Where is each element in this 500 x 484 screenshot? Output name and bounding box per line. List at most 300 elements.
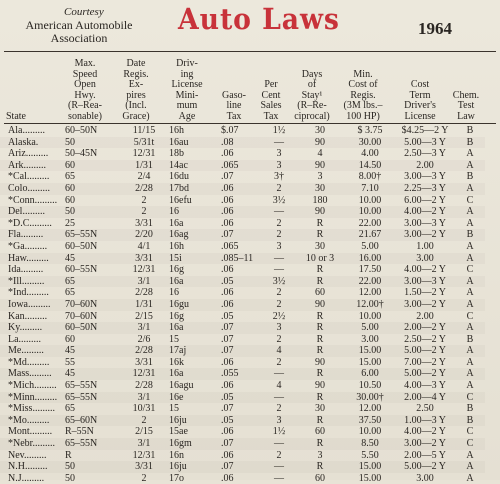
cell-reg-expires: 12/31 — [132, 148, 156, 160]
cell-gas-tax: .07 — [221, 461, 263, 473]
cell-chem-test: A — [466, 449, 474, 461]
cell-days-of-stay: R — [295, 322, 345, 334]
cell-license-age: 16 — [169, 206, 221, 218]
cell-max-speed: 45 — [65, 368, 119, 380]
cell-license-age: 15 — [169, 333, 179, 345]
cell-license-cost: 5.00—3 Y — [395, 137, 455, 149]
cell-sales-tax: 3 — [276, 240, 282, 252]
cell-days-of-stay: 90 — [315, 380, 325, 392]
cell-sales-tax: 2 — [276, 403, 282, 415]
cell-sales-tax: 4 — [276, 380, 282, 392]
cell-days-of-stay: 30 — [315, 125, 325, 136]
cell-state: *Ind......... — [8, 287, 49, 299]
cell-gas-tax: .06 — [221, 426, 234, 438]
cell-min-reg-cost: 6.00 — [345, 368, 395, 380]
cell-license-cost: 1.00 — [416, 240, 434, 252]
cell-reg-expires: 10/31 — [132, 403, 156, 415]
cell-reg-expires: 2 — [119, 415, 169, 427]
column-headers — [0, 52, 500, 122]
cell-license-cost: 2.50 — [416, 403, 434, 415]
cell-reg-expires: 2/20 — [119, 229, 169, 241]
cell-max-speed: 50 — [65, 461, 119, 473]
cell-gas-tax: .07 — [221, 322, 263, 334]
cell-sales-tax: 1½ — [272, 125, 286, 136]
cell-license-age: 16du — [169, 171, 189, 183]
cell-license-age: 16k — [169, 356, 184, 368]
cell-min-reg-cost: 21.67 — [345, 229, 395, 241]
cell-sales-tax: 3† — [274, 171, 284, 183]
cell-license-cost: 4.00—3 Y — [404, 380, 446, 392]
cell-license-cost: 3.00—2 Y — [395, 229, 455, 241]
cell-gas-tax: $.07 — [221, 125, 239, 136]
cell-sales-tax: — — [263, 461, 295, 473]
cell-chem-test: C — [466, 194, 474, 206]
cell-sales-tax: — — [263, 368, 295, 380]
table-row — [0, 264, 485, 276]
cell-chem-test: A — [466, 240, 474, 252]
cell-license-age: 15i — [169, 253, 221, 265]
cell-state: *Cal......... — [8, 171, 50, 183]
cell-state: Ark......... — [0, 160, 65, 172]
cell-license-age: 16gm — [169, 438, 221, 450]
cell-state: N.J......... — [8, 472, 45, 484]
cell-sales-tax: 2 — [263, 183, 295, 195]
cell-min-reg-cost: 5.00 — [345, 322, 395, 334]
table-row — [0, 195, 485, 207]
cell-min-reg-cost: 30.00† — [345, 392, 395, 404]
cell-max-speed: 60 — [65, 333, 75, 345]
cell-days-of-stay: 3 — [317, 449, 323, 461]
cell-reg-expires: 3/1 — [119, 438, 169, 450]
cell-sales-tax: 3½ — [263, 276, 295, 288]
cell-chem-test: A — [466, 356, 474, 368]
cell-gas-tax: .07 — [221, 403, 234, 415]
cell-max-speed: 65 — [65, 276, 119, 288]
cell-chem-test: B — [466, 171, 474, 183]
cell-min-reg-cost: 5.00 — [361, 240, 379, 252]
cell-max-speed: 55 — [65, 356, 75, 368]
cell-state: Kan......... — [8, 310, 48, 322]
header — [0, 0, 500, 52]
cell-sales-tax: 3 — [263, 160, 295, 172]
cell-chem-test: A — [455, 368, 485, 380]
cell-min-reg-cost: 10.00 — [358, 194, 382, 206]
cell-reg-expires: 2/28 — [119, 183, 169, 195]
cell-min-reg-cost: 15.00 — [345, 345, 395, 357]
cell-days-of-stay: R — [316, 264, 324, 276]
cell-gas-tax: .07 — [221, 345, 263, 357]
cell-reg-expires: 3/31 — [135, 217, 153, 229]
cell-min-reg-cost: 17.50 — [358, 264, 382, 276]
cell-days-of-stay: 90 — [295, 206, 345, 218]
table-row — [0, 322, 485, 334]
cell-state: *Ill......... — [0, 276, 65, 288]
cell-chem-test: C — [466, 426, 474, 438]
cell-license-age: 16a — [169, 276, 221, 288]
cell-min-reg-cost: 3.00 — [361, 333, 379, 345]
cell-reg-expires: 12/31 — [132, 264, 156, 276]
cell-days-of-stay: R — [295, 276, 345, 288]
cell-max-speed: 65–55N — [65, 380, 98, 392]
cell-license-cost: 3.00—3 Y — [404, 171, 446, 183]
table-row — [0, 461, 485, 473]
cell-state: *Mich......... — [8, 380, 57, 392]
cell-sales-tax: 2 — [276, 356, 282, 368]
cell-state: *Nebr......... — [0, 438, 65, 450]
organization-name: American Automobile Association — [25, 18, 133, 45]
cell-gas-tax: .06 — [221, 183, 263, 195]
cell-state: *D.C......... — [8, 217, 52, 229]
cell-license-cost: 2.00—2 Y — [395, 322, 455, 334]
cell-gas-tax: .085–11 — [221, 253, 263, 265]
cell-min-reg-cost: 8.00† — [358, 171, 382, 183]
cell-gas-tax: .07 — [221, 333, 234, 345]
cell-reg-expires: 1/31 — [119, 160, 169, 172]
cell-days-of-stay: 180 — [312, 194, 328, 206]
cell-chem-test: B — [466, 333, 474, 345]
cell-days-of-stay: 90 — [295, 137, 345, 149]
cell-state: Haw......... — [0, 253, 65, 265]
table-row — [0, 276, 485, 288]
cell-min-reg-cost: 5.50 — [361, 449, 379, 461]
cell-chem-test: B — [455, 415, 485, 427]
cell-days-of-stay: 30 — [315, 240, 325, 252]
cell-chem-test: A — [466, 217, 474, 229]
table-row — [0, 473, 485, 484]
cell-reg-expires: 12/31 — [119, 368, 169, 380]
cell-reg-expires: 11/15 — [132, 125, 156, 136]
cell-min-reg-cost: 30.00 — [345, 137, 395, 149]
cell-license-cost: 2.50—2 Y — [404, 333, 446, 345]
cell-license-age: 17o — [169, 472, 184, 484]
cell-license-cost: 3.00 — [416, 472, 434, 484]
cell-days-of-stay: 90 — [295, 299, 345, 311]
cell-license-age: 14ac — [169, 160, 221, 172]
column-header-registration-expires: Date Regis. Ex- pires (Incl. Grace) — [122, 58, 150, 122]
cell-license-age: 16gu — [169, 299, 221, 311]
cell-gas-tax: .06 — [221, 148, 234, 160]
cell-gas-tax: .065 — [221, 160, 263, 172]
table-row — [0, 287, 485, 299]
cell-max-speed: 50 — [65, 472, 75, 484]
cell-reg-expires: 2/6 — [137, 333, 151, 345]
cell-max-speed: 45 — [65, 253, 119, 265]
table-row — [0, 137, 485, 149]
cell-gas-tax: .06 — [221, 264, 234, 276]
cell-days-of-stay: R — [295, 392, 345, 404]
cell-sales-tax: 4 — [263, 345, 295, 357]
cell-license-cost: 5.00—2 Y — [395, 368, 455, 380]
cell-state: Nev......... — [8, 449, 47, 461]
cell-license-age: 15 — [169, 403, 179, 415]
table-row — [0, 241, 485, 253]
cell-chem-test: B — [466, 125, 474, 136]
cell-days-of-stay: 10 or 3 — [295, 253, 345, 265]
cell-gas-tax: .05 — [221, 415, 263, 427]
cell-min-reg-cost: 22.00 — [345, 276, 395, 288]
table-row — [0, 368, 485, 380]
column-header-license-cost: Cost Term Driver's License — [404, 79, 436, 122]
table-row — [0, 415, 485, 427]
cell-state: *Md......... — [8, 356, 50, 368]
cell-state: Ida......... — [8, 264, 44, 276]
cell-max-speed: 70–60N — [65, 299, 119, 311]
cell-min-reg-cost: 10.00 — [358, 310, 382, 322]
cell-reg-expires: 3/1 — [119, 322, 169, 334]
cell-state: *Minn......... — [0, 392, 65, 404]
cell-reg-expires: 2 — [119, 206, 169, 218]
cell-license-cost: 3.00—2 Y — [395, 299, 455, 311]
cell-chem-test: C — [455, 392, 485, 404]
cell-license-age: 16g — [169, 310, 184, 322]
cell-sales-tax: 2 — [276, 333, 282, 345]
cell-license-age: 17bd — [169, 183, 221, 195]
cell-min-reg-cost: 4.00 — [361, 148, 379, 160]
cell-min-reg-cost: 12.00† — [345, 299, 395, 311]
cell-min-reg-cost: 37.50 — [345, 415, 395, 427]
cell-gas-tax: .08 — [221, 137, 263, 149]
cell-max-speed: 65–55N — [65, 229, 119, 241]
cell-license-age: 16a — [169, 217, 184, 229]
cell-sales-tax: 1½ — [272, 426, 286, 438]
cell-max-speed: 65–55N — [65, 438, 119, 450]
cell-sales-tax: — — [263, 253, 295, 265]
cell-license-cost: 2.00—5 Y — [404, 449, 446, 461]
cell-min-reg-cost: 15.00 — [345, 461, 395, 473]
cell-reg-expires: 2/28 — [135, 287, 153, 299]
cell-chem-test: A — [455, 183, 485, 195]
cell-sales-tax: 2 — [276, 449, 282, 461]
cell-min-reg-cost: 16.00 — [345, 253, 395, 265]
column-header-min-cost-registration: Min. Cost of Regis. (3M lbs.– 100 HP) — [343, 68, 383, 122]
column-header-state: State — [6, 110, 26, 122]
cell-reg-expires: 12/31 — [132, 449, 156, 461]
cell-gas-tax: .06 — [221, 472, 234, 484]
cell-max-speed: R–55N — [65, 426, 94, 438]
cell-gas-tax: .06 — [221, 299, 263, 311]
cell-days-of-stay: R — [295, 461, 345, 473]
table-row — [0, 392, 485, 404]
cell-reg-expires: 3/31 — [119, 253, 169, 265]
cell-license-cost: 5.00—2 Y — [395, 345, 455, 357]
cell-license-cost: 6.00—2 Y — [404, 194, 446, 206]
cell-min-reg-cost: 8.50 — [345, 438, 395, 450]
cell-license-cost: 2.00—4 Y — [395, 392, 455, 404]
cell-state: La......... — [8, 333, 42, 345]
cell-days-of-stay: R — [316, 217, 324, 229]
cell-days-of-stay: R — [316, 333, 324, 345]
cell-max-speed: 60–50N — [65, 240, 98, 252]
cell-chem-test: A — [455, 160, 485, 172]
cell-sales-tax: 3 — [263, 415, 295, 427]
cell-sales-tax: 2 — [263, 299, 295, 311]
cell-sales-tax: 2 — [263, 229, 295, 241]
cell-state: Ala......... — [8, 125, 45, 136]
cell-days-of-stay: 30 — [295, 183, 345, 195]
cell-license-age: 16h — [169, 240, 184, 252]
cell-gas-tax: .05 — [221, 310, 234, 322]
cell-chem-test: A — [455, 345, 485, 357]
cell-gas-tax: .07 — [221, 438, 263, 450]
cell-max-speed: 65 — [65, 403, 75, 415]
cell-gas-tax: .055 — [221, 368, 263, 380]
cell-license-age: 16ag — [169, 229, 221, 241]
cell-max-speed: 45 — [65, 345, 119, 357]
cell-license-cost: 1.50—2 Y — [404, 287, 446, 299]
table-row — [0, 148, 485, 160]
cell-state: Ariz......... — [8, 148, 49, 160]
table-row — [0, 450, 485, 462]
cell-days-of-stay: 90 — [315, 356, 325, 368]
cell-license-age: 16a — [169, 322, 221, 334]
cell-license-cost: 3.00 — [395, 253, 455, 265]
cell-license-cost: 3.00—3 Y — [404, 217, 446, 229]
cell-min-reg-cost: 15.00 — [358, 472, 382, 484]
cell-state: Ky......... — [0, 322, 65, 334]
cell-license-cost: 2.00 — [395, 160, 455, 172]
cell-reg-expires: 2/28 — [135, 380, 153, 392]
cell-chem-test: A — [455, 461, 485, 473]
cell-reg-expires: 2 — [141, 472, 147, 484]
cell-max-speed: 50–45N — [65, 148, 98, 160]
cell-license-age: 16e — [169, 392, 221, 404]
cell-state: Iowa......... — [0, 299, 65, 311]
cell-chem-test: A — [466, 472, 474, 484]
cell-sales-tax: 3 — [276, 148, 282, 160]
cell-chem-test: A — [455, 276, 485, 288]
table-row — [0, 403, 485, 415]
cell-sales-tax: 2 — [276, 287, 282, 299]
cell-license-age: 16efu — [169, 194, 192, 206]
year: 1964 — [418, 19, 452, 38]
cell-sales-tax: 3½ — [272, 194, 286, 206]
cell-state: *Ga......... — [8, 240, 48, 252]
cell-state: *Mo......... — [0, 415, 65, 427]
table-body — [0, 125, 485, 484]
cell-gas-tax: .07 — [221, 229, 263, 241]
cell-license-age: 16ju — [169, 461, 221, 473]
cell-license-cost: 4.00—2 Y — [404, 264, 446, 276]
cell-max-speed: 50 — [65, 137, 119, 149]
table-row — [0, 357, 485, 369]
table-row — [0, 311, 485, 323]
cell-state: Mont......... — [8, 426, 53, 438]
cell-days-of-stay: 60 — [315, 426, 325, 438]
cell-state: Colo......... — [0, 183, 65, 195]
table-row — [0, 438, 485, 450]
table-row — [0, 380, 485, 392]
cell-gas-tax: .05 — [221, 392, 263, 404]
table-row — [0, 206, 485, 218]
column-header-license-age: Driv- ing License Mini- mum Age — [171, 58, 203, 122]
courtesy-note: Courtesy — [64, 6, 104, 18]
cell-license-age: 16n — [169, 449, 184, 461]
cell-license-age: 16a — [169, 368, 221, 380]
table-row — [0, 299, 485, 311]
cell-gas-tax: .06 — [221, 449, 234, 461]
cell-license-cost: 4.00—2 Y — [404, 426, 446, 438]
cell-min-reg-cost: 14.50 — [345, 160, 395, 172]
cell-chem-test: C — [466, 310, 474, 322]
cell-license-age: 15ae — [169, 426, 188, 438]
cell-gas-tax: .07 — [221, 171, 234, 183]
cell-max-speed: 50 — [65, 206, 119, 218]
cell-max-speed: 65 — [65, 287, 75, 299]
cell-reg-expires: 5/31t — [119, 137, 169, 149]
cell-gas-tax: .06 — [221, 287, 234, 299]
table-row — [0, 125, 485, 137]
page-title: Auto Laws — [178, 2, 340, 36]
cell-reg-expires: 3/1 — [119, 392, 169, 404]
cell-chem-test: A — [466, 380, 474, 392]
cell-days-of-stay: 30 — [315, 403, 325, 415]
cell-chem-test: A — [455, 206, 485, 218]
cell-reg-expires: 1/31 — [119, 299, 169, 311]
cell-reg-expires: 3/31 — [119, 461, 169, 473]
table-row — [0, 334, 485, 346]
table-row — [0, 218, 485, 230]
cell-chem-test: A — [466, 148, 474, 160]
column-header-gasoline-tax: Gaso- line Tax — [222, 89, 246, 122]
cell-license-age: 16au — [169, 137, 221, 149]
cell-state: Mass......... — [0, 368, 65, 380]
cell-gas-tax: .05 — [221, 276, 263, 288]
cell-min-reg-cost: 22.00 — [358, 217, 382, 229]
cell-days-of-stay: R — [295, 345, 345, 357]
cell-reg-expires: 2/15 — [135, 426, 153, 438]
cell-reg-expires: 4/1 — [137, 240, 151, 252]
cell-reg-expires: 2/15 — [135, 310, 153, 322]
cell-max-speed: 60–50N — [65, 125, 98, 136]
table-row — [0, 183, 485, 195]
cell-max-speed: 60 — [65, 194, 75, 206]
cell-license-age: 16h — [169, 125, 184, 136]
cell-sales-tax: 3 — [263, 322, 295, 334]
cell-max-speed: 65–55N — [65, 392, 119, 404]
cell-license-age: 16 — [169, 287, 179, 299]
cell-license-cost: 2.50—3 Y — [404, 148, 446, 160]
cell-gas-tax: .06 — [221, 206, 263, 218]
cell-min-reg-cost: 10.00 — [358, 426, 382, 438]
cell-chem-test: A — [455, 322, 485, 334]
cell-chem-test: B — [466, 403, 474, 415]
cell-sales-tax: — — [263, 137, 295, 149]
cell-gas-tax: .06 — [221, 380, 234, 392]
cell-sales-tax: — — [274, 264, 284, 276]
cell-state: Me......... — [0, 345, 65, 357]
cell-sales-tax: 2 — [276, 217, 282, 229]
column-header-sales-tax: Per Cent Sales Tax — [260, 79, 282, 122]
cell-chem-test: B — [455, 229, 485, 241]
cell-days-of-stay: R — [316, 310, 324, 322]
cell-max-speed: 60–55N — [65, 264, 98, 276]
cell-max-speed: 65 — [65, 171, 75, 183]
cell-chem-test: A — [455, 253, 485, 265]
cell-min-reg-cost: 10.50 — [358, 380, 382, 392]
auto-laws-table — [0, 125, 485, 484]
cell-state: *Miss......... — [8, 403, 55, 415]
table-row — [0, 426, 485, 438]
table-row — [0, 253, 485, 265]
cell-state: Alaska. — [0, 137, 65, 149]
cell-license-age: 17aj — [169, 345, 221, 357]
cell-license-age: 16agu — [169, 380, 194, 392]
cell-license-cost: 7.00—2 Y — [404, 356, 446, 368]
cell-days-of-stay: 3 — [317, 171, 323, 183]
cell-chem-test: A — [466, 287, 474, 299]
cell-min-reg-cost: $ 3.75 — [357, 125, 383, 136]
cell-days-of-stay: 60 — [315, 472, 325, 484]
